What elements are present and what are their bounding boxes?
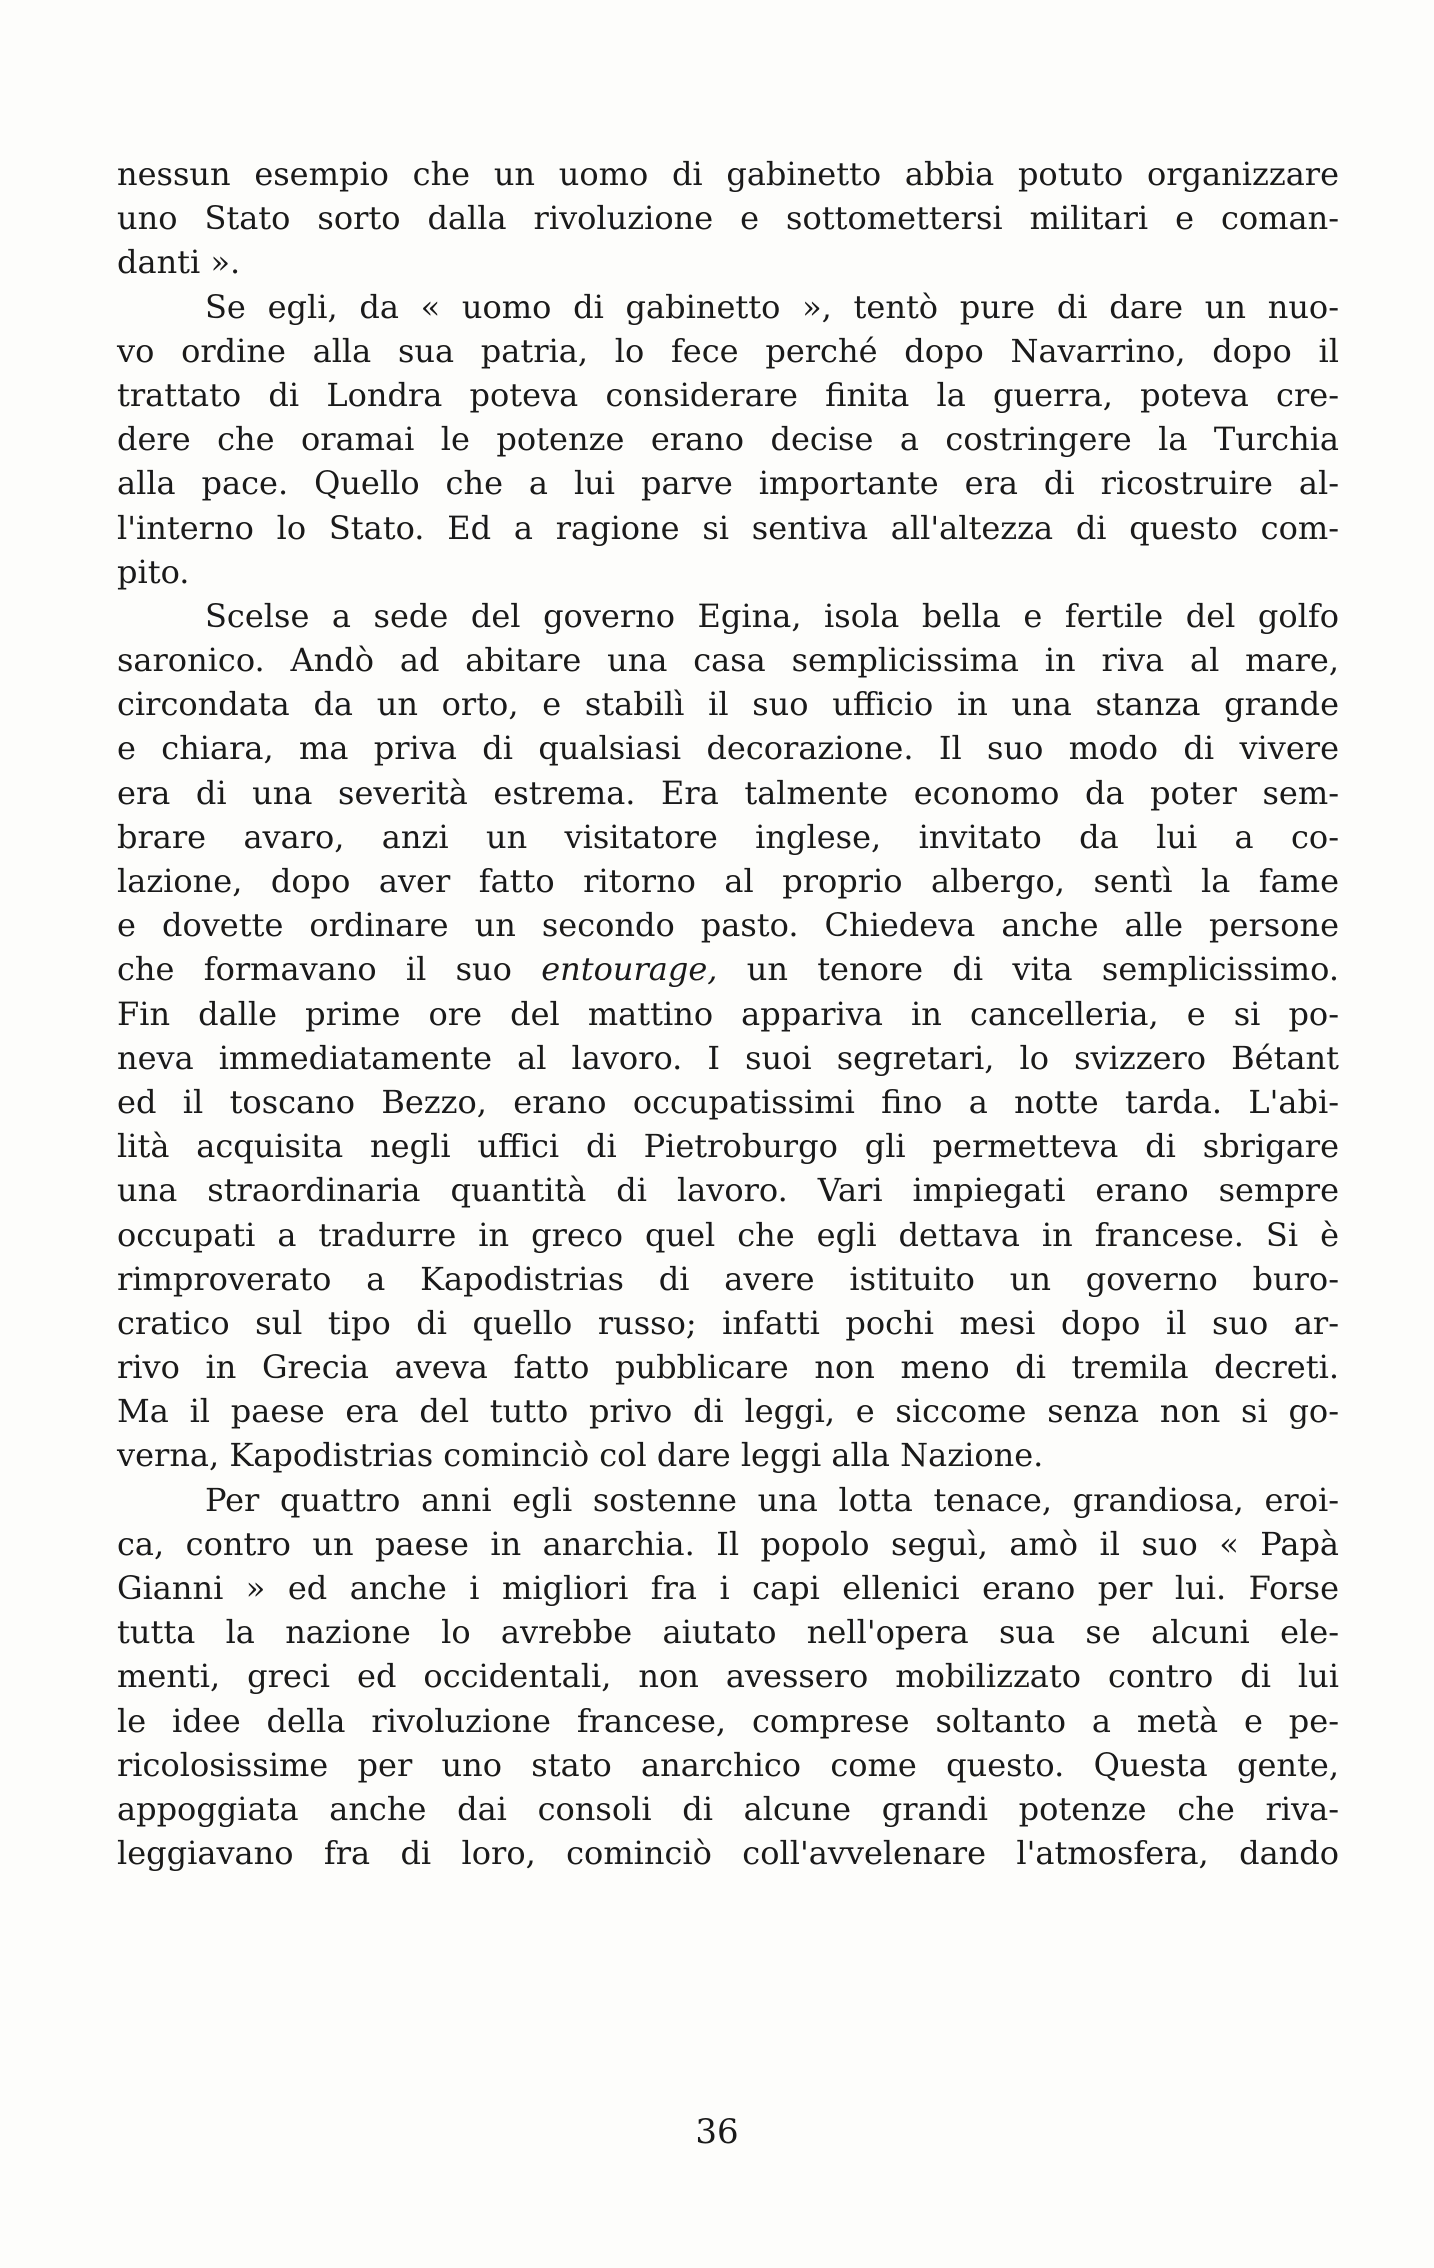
text-line: ca, contro un paese in anarchia. Il popolo seguì, amò il suo « Papà	[117, 1524, 1339, 1563]
text-line: e chiara, ma priva di qualsiasi decorazione. Il suo modo di vivere	[117, 729, 1339, 768]
text-line: Ma il paese era del tutto privo di leggi, e siccome senza non si go-	[117, 1392, 1339, 1431]
paragraph-start-line: Scelse a sede del governo Egina, isola bella e fertile del golfo	[205, 596, 1339, 635]
text-line: Gianni » ed anche i migliori fra i capi ellenici erano per lui. Forse	[117, 1569, 1339, 1607]
text-segment: che formavano il suo	[117, 950, 542, 989]
text-line: una straordinaria quantità di lavoro. Vari impiegati erano sempre	[117, 1171, 1339, 1210]
text-line: verna, Kapodistrias cominciò col dare leggi alla Nazione.	[117, 1436, 1044, 1475]
text-line: menti, greci ed occidentali, non avessero mobilizzato contro di lui	[117, 1657, 1339, 1696]
text-line: uno Stato sorto dalla rivoluzione e sottomettersi militari e coman-	[117, 199, 1339, 238]
text-line: lità acquisita negli uffici di Pietroburgo gli permetteva di sbrigare	[117, 1127, 1339, 1166]
paragraph-start-line: Per quattro anni egli sostenne una lotta tenace, grandiosa, eroi-	[205, 1480, 1339, 1519]
text-line: dere che oramai le potenze erano decise a costringere la Turchia	[117, 420, 1339, 459]
text-line: rimproverato a Kapodistrias di avere istituito un governo buro-	[117, 1259, 1339, 1298]
text-line: alla pace. Quello che a lui parve importante era di ricostruire al-	[117, 464, 1339, 503]
text-line: circondata da un orto, e stabilì il suo ufficio in una stanza grande	[117, 685, 1339, 724]
text-line: era di una severità estrema. Era talmente economo da poter sem-	[117, 773, 1339, 812]
text-line: ed il toscano Bezzo, erano occupatissimi fino a notte tarda. L'abi-	[117, 1082, 1339, 1121]
text-line: occupati a tradurre in greco quel che egli dettava in francese. Si è	[117, 1215, 1339, 1254]
text-line: vo ordine alla sua patria, lo fece perché dopo Navarrino, dopo il	[117, 331, 1339, 370]
text-line: appoggiata anche dai consoli di alcune grandi potenze che riva-	[117, 1789, 1339, 1828]
text-segment: un tenore di vita semplicissimo.	[717, 950, 1340, 989]
text-line: saronico. Andò ad abitare una casa semplicissima in riva al mare,	[117, 641, 1339, 680]
text-line: danti ».	[117, 243, 241, 282]
paragraph-start-line: Se egli, da « uomo di gabinetto », tentò pure di dare un nuo-	[205, 287, 1339, 326]
text-line-with-italic	[117, 947, 1339, 991]
text-line: leggiavano fra di loro, cominciò coll'avvelenare l'atmosfera, dando	[117, 1834, 1339, 1873]
text-line: l'interno lo Stato. Ed a ragione si sentiva all'altezza di questo com-	[117, 508, 1339, 547]
text-line: Fin dalle prime ore del mattino appariva in cancelleria, e si po-	[117, 994, 1339, 1033]
text-line: trattato di Londra poteva considerare finita la guerra, poteva cre-	[117, 375, 1339, 414]
text-line: cratico sul tipo di quello russo; infatti pochi mesi dopo il suo ar-	[117, 1303, 1339, 1342]
text-line: tutta la nazione lo avrebbe aiutato nell'opera sua se alcuni ele-	[117, 1613, 1339, 1652]
text-line: le idee della rivoluzione francese, comprese soltanto a metà e pe-	[117, 1701, 1339, 1740]
text-line: ricolosissime per uno stato anarchico come questo. Questa gente,	[117, 1745, 1339, 1784]
page-number: 36	[695, 2112, 739, 2152]
body-text	[117, 152, 1339, 1875]
text-line: rivo in Grecia aveva fatto pubblicare non meno di tremila decreti.	[117, 1348, 1339, 1387]
text-line: neva immediatamente al lavoro. I suoi segretari, lo svizzero Bétant	[117, 1038, 1339, 1077]
text-line: pito.	[117, 552, 190, 591]
italic-word: entourage,	[541, 950, 718, 989]
text-line: lazione, dopo aver fatto ritorno al proprio albergo, sentì la fame	[117, 862, 1339, 900]
text-line: brare avaro, anzi un visitatore inglese, invitato da lui a co-	[117, 817, 1339, 856]
text-line: e dovette ordinare un secondo pasto. Chiedeva anche alle persone	[117, 906, 1339, 945]
text-line: nessun esempio che un uomo di gabinetto abbia potuto organizzare	[117, 155, 1339, 193]
